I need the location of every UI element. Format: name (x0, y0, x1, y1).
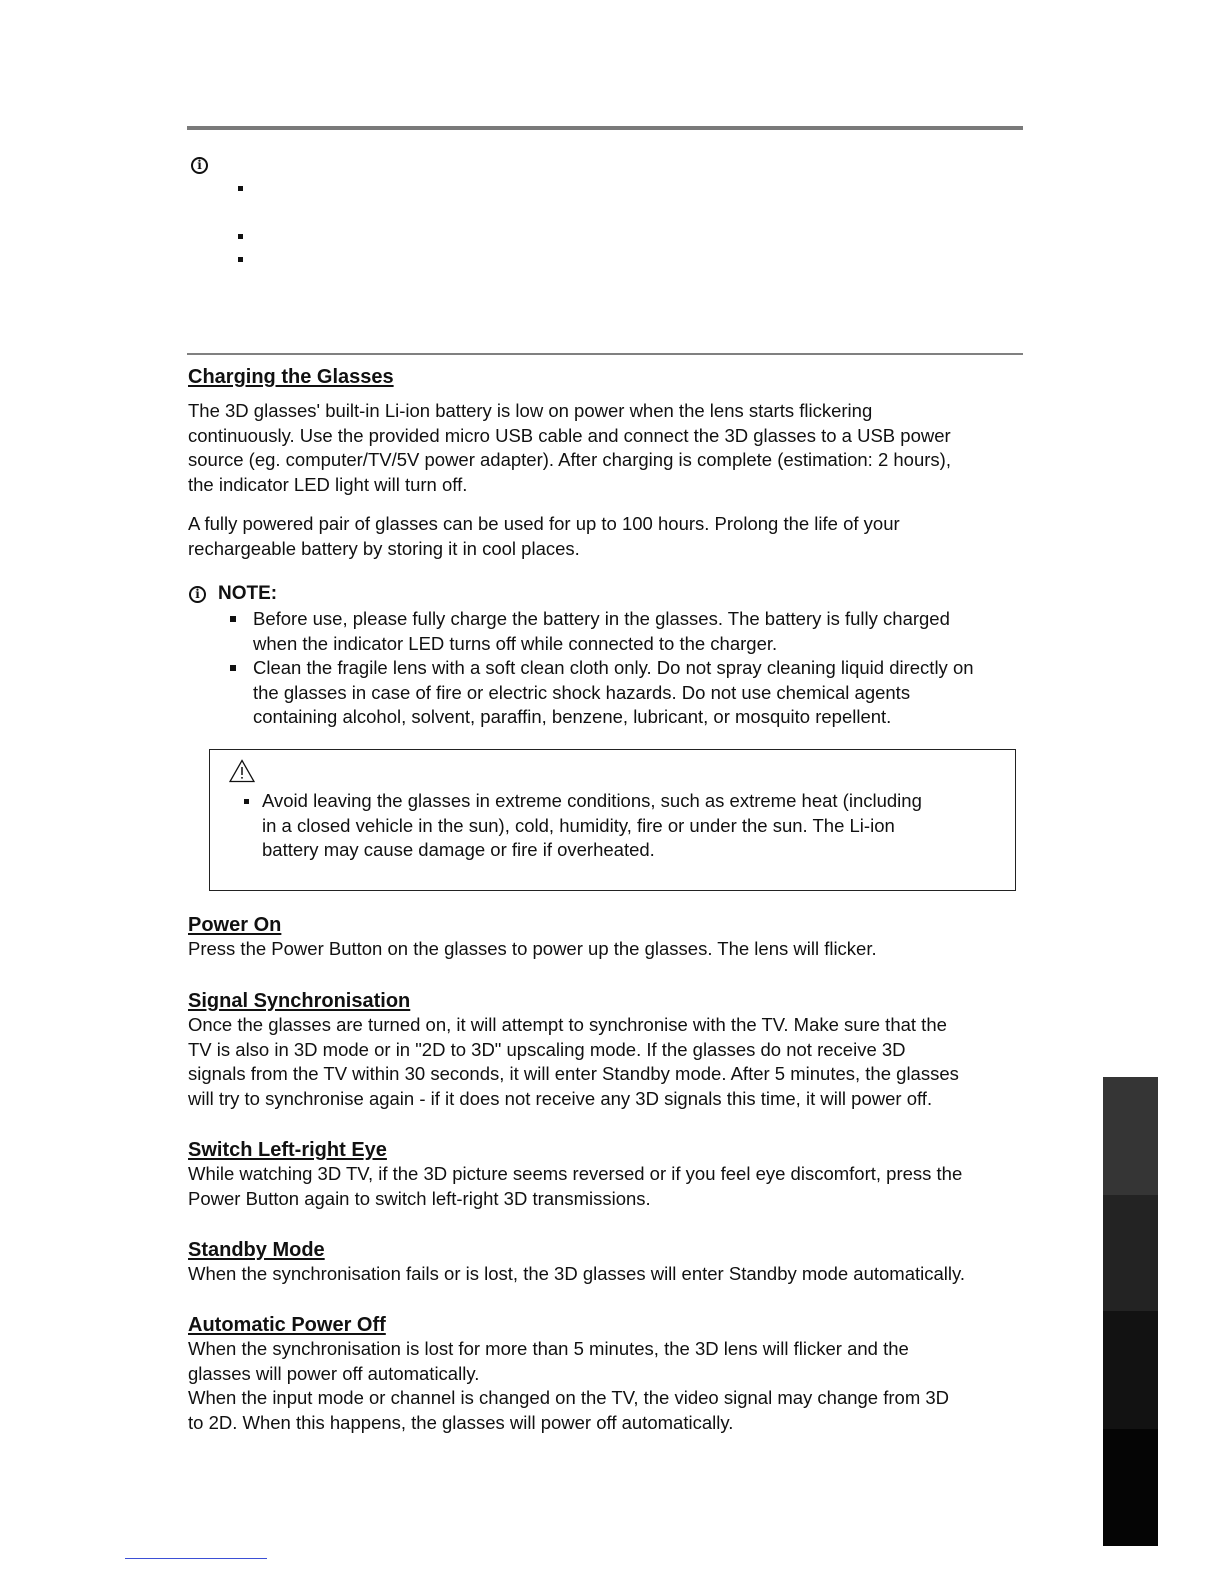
text-line: rechargeable battery by storing it in cool places. (188, 537, 580, 559)
side-tab (1103, 1429, 1158, 1546)
text-line: Before use, please fully charge the battery in the glasses. The battery is fully charged (253, 608, 950, 629)
warning-triangle-icon (229, 759, 255, 783)
switch-eye-heading: Switch Left-right Eye (188, 1139, 387, 1161)
text-line: The 3D glasses' built-in Li-ion battery is low on power when the lens starts flickering (188, 400, 873, 421)
text-line: signals from the TV within 30 seconds, it will enter Standby mode. After 5 minutes, the glasses (188, 1063, 959, 1084)
empty-bullet (238, 234, 243, 239)
text-line: will try to synchronise again - if it does not receive any 3D signals this time, it will power off. (188, 1087, 933, 1109)
footer-link-underline (125, 1558, 267, 1559)
list-item (230, 607, 974, 656)
side-tab (1103, 1195, 1158, 1311)
text-line: Clean the fragile lens with a soft clean cloth only. Do not spray cleaning liquid directly on (253, 657, 974, 678)
text-line: While watching 3D TV, if the 3D picture seems reversed or if you feel eye discomfort, press the (188, 1163, 963, 1184)
standby-paragraph (188, 1262, 965, 1287)
text-line: When the synchronisation is lost for more than 5 minutes, the 3D lens will flicker and the (188, 1338, 909, 1359)
bullet (230, 665, 236, 671)
list-item (230, 656, 974, 730)
power-on-paragraph (188, 937, 877, 962)
text-line: when the indicator LED turns off while connected to the charger. (253, 632, 778, 654)
charging-paragraph (188, 399, 951, 497)
text-line: Avoid leaving the glasses in extreme conditions, such as extreme heat (including (262, 790, 922, 811)
text-line: continuously. Use the provided micro USB cable and connect the 3D glasses to a USB power (188, 424, 951, 446)
empty-bullet (238, 257, 243, 262)
top-divider (187, 126, 1023, 130)
text-line: battery may cause damage or fire if overheated. (262, 839, 655, 860)
info-icon: i (189, 586, 206, 603)
text-line: Once the glasses are turned on, it will attempt to synchronise with the TV. Make sure that the (188, 1014, 947, 1035)
text-line: to 2D. When this happens, the glasses will power off automatically. (188, 1411, 734, 1433)
text-line: containing alcohol, solvent, paraffin, benzene, lubricant, or mosquito repellent. (253, 706, 892, 727)
text-line: Press the Power Button on the glasses to power up the glasses. The lens will flicker. (188, 938, 877, 959)
info-icon: i (191, 157, 208, 174)
text-line: glasses will power off automatically. (188, 1362, 480, 1384)
auto-off-heading: Automatic Power Off (188, 1314, 386, 1336)
text-line: source (eg. computer/TV/5V power adapter). After charging is complete (estimation: 2 hours), (188, 449, 951, 470)
text-line: A fully powered pair of glasses can be used for up to 100 hours. Prolong the life of your (188, 513, 900, 534)
text-line: When the input mode or channel is changed on the TV, the video signal may change from 3D (188, 1387, 950, 1408)
bullet (230, 616, 236, 622)
note-label: NOTE: (218, 583, 278, 604)
note-list (230, 607, 974, 730)
signal-sync-paragraph (188, 1013, 959, 1111)
side-tab (1103, 1311, 1158, 1429)
signal-sync-heading: Signal Synchronisation (188, 990, 411, 1012)
caution-text (262, 789, 922, 863)
text-line: the glasses in case of fire or electric shock hazards. Do not use chemical agents (253, 681, 911, 703)
text-line: the indicator LED light will turn off. (188, 473, 468, 495)
side-tab (1103, 1077, 1158, 1195)
text-line: Power Button again to switch left-right 3D transmissions. (188, 1187, 651, 1209)
switch-eye-paragraph (188, 1162, 962, 1211)
section-divider (187, 353, 1023, 355)
bullet (244, 799, 249, 804)
text-line: in a closed vehicle in the sun), cold, humidity, fire or under the sun. The Li-ion (262, 814, 895, 836)
auto-off-paragraph (188, 1337, 949, 1435)
text-line: When the synchronisation fails or is lost, the 3D glasses will enter Standby mode automatically. (188, 1263, 966, 1284)
caution-box (209, 749, 1016, 891)
charging-heading: Charging the Glasses (188, 366, 394, 388)
text-line: TV is also in 3D mode or in "2D to 3D" upscaling mode. If the glasses do not receive 3D (188, 1038, 906, 1060)
power-on-heading: Power On (188, 914, 282, 936)
empty-bullet (238, 186, 243, 191)
standby-heading: Standby Mode (188, 1239, 325, 1261)
battery-life-paragraph (188, 512, 900, 561)
